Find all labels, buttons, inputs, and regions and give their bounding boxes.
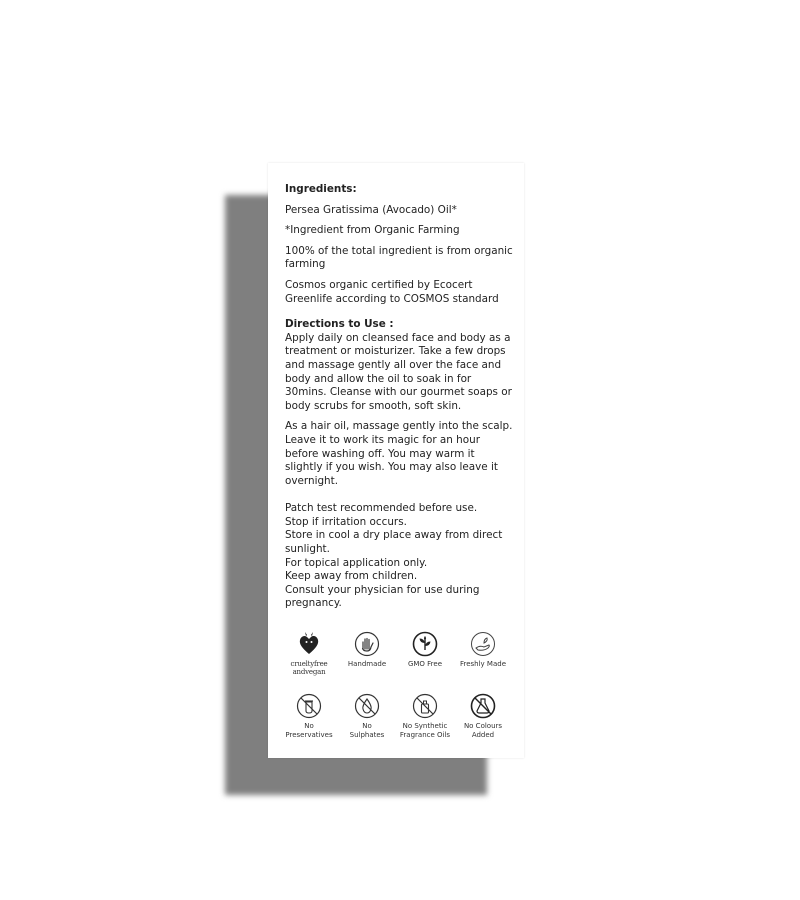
badge-freshly-made (454, 631, 512, 676)
badge-handmade (338, 631, 396, 676)
directions-face-body: Apply daily on cleansed face and body as a treatment or moisturizer. Take a few drops and massage gently all over the face and body and allow the oil to soak in for 30mins. Cleanse with our gourmet soaps or body scrubs for smooth, soft skin. (285, 331, 512, 412)
badge-no-synthetic-fragrance (396, 693, 454, 739)
badge-label: Handmade (347, 660, 387, 668)
badge-no-colours (454, 693, 512, 739)
ingredients-heading: Ingredients: (285, 183, 357, 195)
certification-note: Cosmos organic certified by Ecocert Greenlife according to COSMOS standard (285, 278, 499, 305)
warning-line: Consult your physician for use during pregnancy. (285, 583, 480, 610)
badge-label: No Sulphates (349, 722, 385, 739)
label-text (285, 183, 513, 611)
warning-line: For topical application only. (285, 556, 428, 569)
warning-line: Patch test recommended before use. (285, 502, 478, 515)
badge-no-preservatives (280, 693, 338, 739)
directions-hair: As a hair oil, massage gently into the scalp. Leave it to work its magic for an hour before washing off. You may warm it slightly if you wish. You may also leave it overnight. (285, 420, 513, 487)
organic-percentage: 100% of the total ingredient is from organic farming (285, 244, 513, 271)
badge-no-sulphates (338, 693, 396, 739)
no-colours-icon (470, 693, 496, 719)
no-fragrance-icon (412, 693, 438, 719)
cruelty-free-heart-icon (296, 631, 322, 657)
badges-row-2 (280, 693, 512, 739)
badge-label: GMO Free (407, 660, 443, 668)
badge-label: No Synthetic Fragrance Oils (399, 722, 451, 739)
leaf-icon (412, 631, 438, 657)
badge-label: crueltyfree andvegan (290, 660, 328, 676)
hand-icon (354, 631, 380, 657)
ingredient-line: Persea Gratissima (Avocado) Oil* (285, 203, 457, 216)
warning-line: Store in cool a dry place away from direct sunlight. (285, 529, 503, 556)
no-preservatives-icon (296, 693, 322, 719)
warnings-list (285, 502, 513, 611)
no-sulphates-icon (354, 693, 380, 719)
badge-label: No Preservatives (285, 722, 333, 739)
fresh-hand-icon (470, 631, 496, 657)
badge-gmo-free (396, 631, 454, 676)
warning-line: Stop if irritation occurs. (285, 515, 407, 528)
warning-line: Keep away from children. (285, 570, 418, 583)
product-box-back-panel (268, 163, 524, 758)
organic-note: *Ingredient from Organic Farming (285, 224, 460, 237)
badges-row-1 (280, 631, 512, 676)
badge-label: No Colours Added (463, 722, 503, 739)
badge-label: Freshly Made (459, 660, 507, 668)
badge-cruelty-free (280, 631, 338, 676)
directions-heading: Directions to Use : (285, 318, 394, 331)
